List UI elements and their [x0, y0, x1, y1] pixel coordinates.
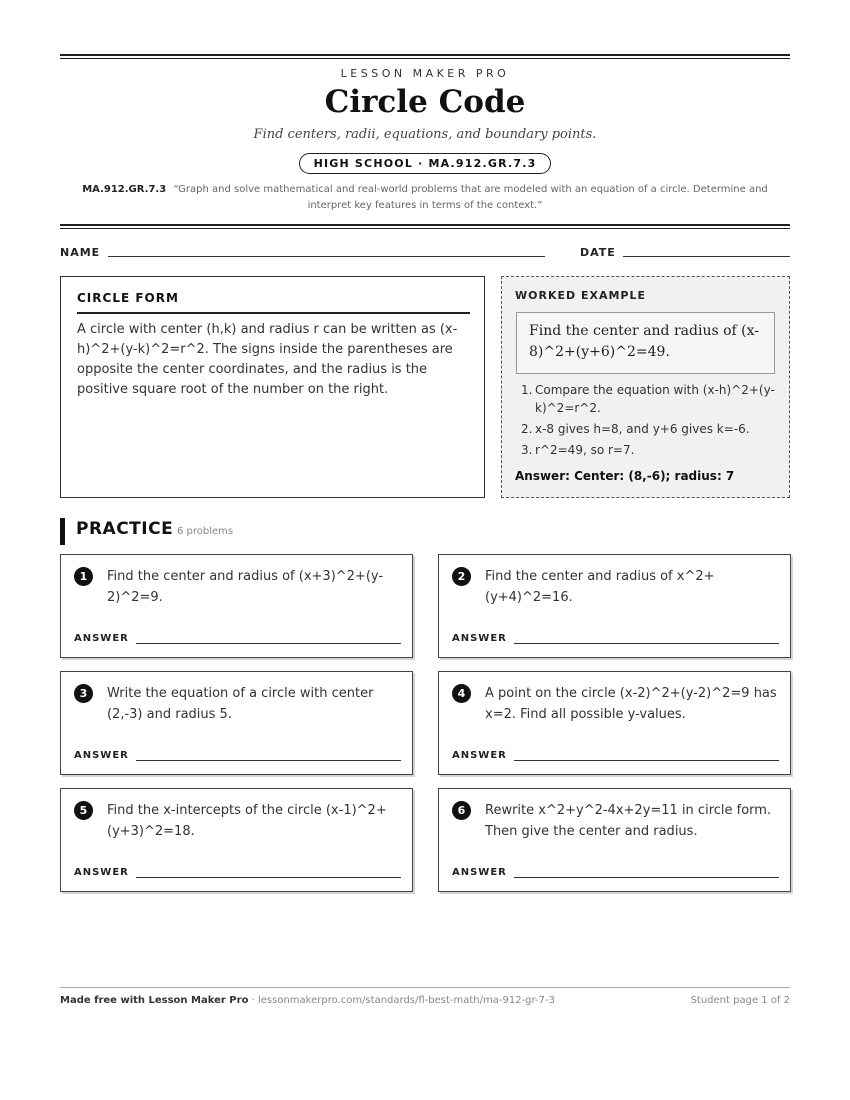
- footer-rule: [60, 987, 790, 988]
- answer-field[interactable]: [136, 643, 401, 644]
- answer-field[interactable]: [136, 877, 401, 878]
- worked-example-steps: [515, 381, 780, 462]
- worked-example-step: [515, 381, 780, 417]
- top-rule: [60, 54, 790, 59]
- step-text: r^2=49, so r=7.: [535, 443, 635, 457]
- problem-card: [60, 671, 413, 775]
- standard-text: “Graph and solve mathematical and real-world problems that are modeled with an equation of a circle. Determine and interpret key features in terms of the context.”: [173, 184, 768, 211]
- circle-form-rule: [77, 312, 470, 314]
- footer-page-number: Student page 1 of 2: [690, 995, 790, 1006]
- circle-form-box: [60, 276, 485, 498]
- answer-label: ANSWER: [74, 867, 129, 878]
- answer-label: ANSWER: [74, 633, 129, 644]
- practice-accent-bar: [60, 518, 65, 545]
- step-number: 1.: [521, 383, 533, 397]
- answer-field[interactable]: [514, 760, 779, 761]
- worked-example-step: [515, 441, 780, 459]
- problem-card: [438, 788, 791, 892]
- level-pill: HIGH SCHOOL · MA.912.GR.7.3: [299, 153, 552, 174]
- date-label: DATE: [580, 246, 616, 259]
- name-field[interactable]: [108, 256, 545, 257]
- problem-text: Find the center and radius of x^2+(y+4)^2=16.: [485, 569, 715, 605]
- footer-made-with: Made free with Lesson Maker Pro: [60, 995, 249, 1006]
- answer-field[interactable]: [136, 760, 401, 761]
- problem-text: Find the center and radius of (x+3)^2+(y-2)^2=9.: [107, 569, 384, 605]
- problem-number-badge: 2: [452, 567, 471, 586]
- worksheet-page: [60, 0, 790, 1100]
- practice-title: PRACTICE: [76, 519, 174, 539]
- problem-card: [60, 554, 413, 658]
- circle-form-body: A circle with center (h,k) and radius r can be written as (x-h)^2+(y-k)^2=r^2. The signs inside the parentheses are opposite the center coordinates, and the radius is the positive square root of the number on the right.: [77, 322, 458, 397]
- problem-number-badge: 1: [74, 567, 93, 586]
- problem-card: [438, 554, 791, 658]
- worked-example-title: WORKED EXAMPLE: [515, 289, 646, 302]
- problem-text: Find the x-intercepts of the circle (x-1)^2+(y+3)^2=18.: [107, 803, 387, 839]
- answer-label: ANSWER: [74, 750, 129, 761]
- brand-name: LESSON MAKER PRO: [340, 67, 510, 80]
- answer-field[interactable]: [514, 877, 779, 878]
- problem-text: Rewrite x^2+y^2-4x+2y=11 in circle form. Then give the center and radius.: [485, 803, 772, 839]
- footer-credit: [60, 995, 555, 1006]
- level-pill-wrap: [60, 152, 790, 174]
- answer-field[interactable]: [514, 643, 779, 644]
- step-text: x-8 gives h=8, and y+6 gives k=-6.: [535, 422, 750, 436]
- problem-card: [60, 788, 413, 892]
- answer-label: ANSWER: [452, 867, 507, 878]
- worked-example-box: [501, 276, 790, 498]
- problem-card: [438, 671, 791, 775]
- problem-number-badge: 6: [452, 801, 471, 820]
- step-number: 3.: [521, 443, 533, 457]
- answer-label: ANSWER: [452, 750, 507, 761]
- worksheet-title: Circle Code: [324, 84, 526, 120]
- name-label: NAME: [60, 246, 101, 259]
- header-bottom-rule: [60, 224, 790, 229]
- problem-text: A point on the circle (x-2)^2+(y-2)^2=9 has x=2. Find all possible y-values.: [485, 686, 777, 722]
- worksheet-subtitle: Find centers, radii, equations, and boundary points.: [253, 127, 597, 142]
- problem-number-badge: 5: [74, 801, 93, 820]
- standard-description: [70, 182, 780, 214]
- worked-example-prompt: Find the center and radius of (x-8)^2+(y+6)^2=49.: [516, 312, 775, 374]
- date-field[interactable]: [623, 256, 790, 257]
- answer-label: ANSWER: [452, 633, 507, 644]
- standard-code: MA.912.GR.7.3: [82, 184, 167, 195]
- practice-count: 6 problems: [177, 526, 234, 537]
- worked-example-step: [515, 420, 780, 438]
- circle-form-title: CIRCLE FORM: [77, 291, 179, 305]
- problem-number-badge: 4: [452, 684, 471, 703]
- problem-number-badge: 3: [74, 684, 93, 703]
- step-text: Compare the equation with (x-h)^2+(y-k)^2=r^2.: [535, 383, 775, 415]
- problem-text: Write the equation of a circle with center (2,-3) and radius 5.: [107, 686, 374, 722]
- footer-url[interactable]: · lessonmakerpro.com/standards/fl-best-math/ma-912-gr-7-3: [248, 995, 555, 1006]
- worked-example-answer: Answer: Center: (8,-6); radius: 7: [515, 469, 735, 483]
- step-number: 2.: [521, 422, 533, 436]
